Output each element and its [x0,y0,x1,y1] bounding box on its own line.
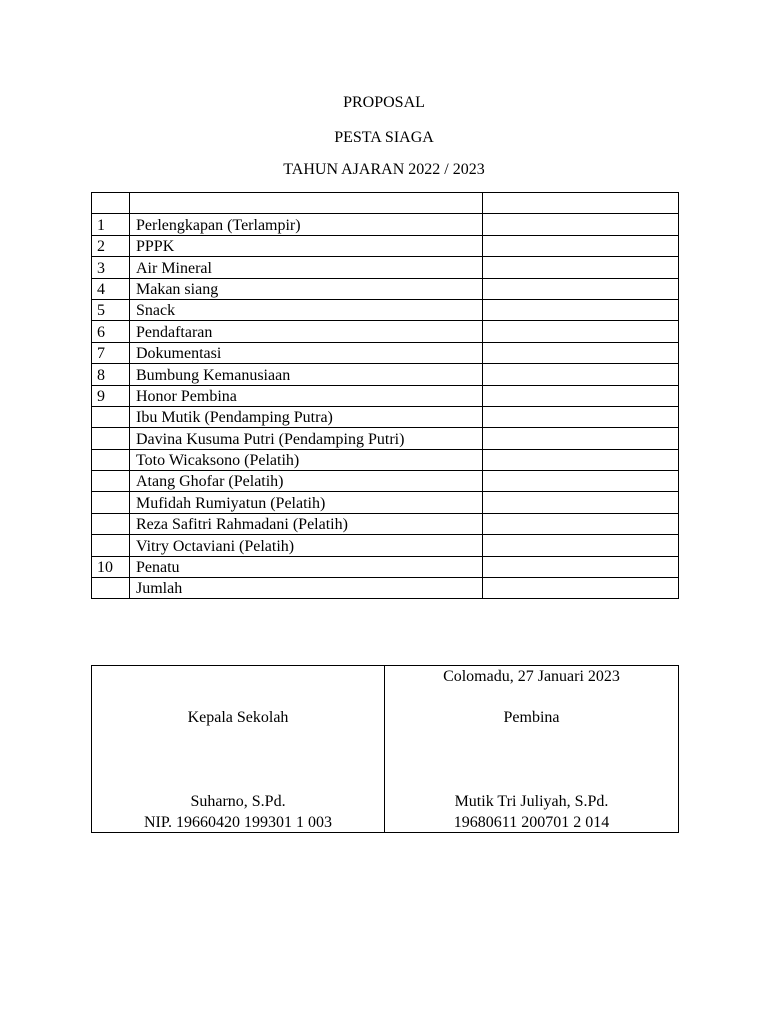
table-row [92,235,679,256]
item-cell: Snack [130,299,483,320]
table-row [92,364,679,385]
no-cell: 1 [92,214,130,235]
amount-cell [483,513,679,534]
amount-cell [483,556,679,577]
no-cell [92,492,130,513]
item-cell: Dokumentasi [130,342,483,363]
no-cell: 5 [92,299,130,320]
table-row [92,321,679,342]
table-row [92,556,679,577]
table-row [92,257,679,278]
amount-cell [483,449,679,470]
item-cell: Mufidah Rumiyatun (Pelatih) [130,492,483,513]
item-cell: Ibu Mutik (Pendamping Putra) [130,406,483,427]
table-row [92,214,679,235]
principal-name: Suharno, S.Pd. [190,793,286,810]
no-cell [92,428,130,449]
table-row [92,449,679,470]
amount-cell [483,299,679,320]
budget-header-row [92,193,679,214]
table-row [92,299,679,320]
no-cell [92,449,130,470]
budget-table [91,192,679,599]
amount-cell [483,342,679,363]
item-cell: Jumlah [130,578,483,599]
header-item-cell [130,193,483,214]
table-row [92,278,679,299]
place-date: Colomadu, 27 Januari 2023 [443,668,620,685]
item-cell: Penatu [130,556,483,577]
amount-cell [483,364,679,385]
item-cell: Atang Ghofar (Pelatih) [130,471,483,492]
header-amount-cell [483,193,679,214]
item-cell: Pendaftaran [130,321,483,342]
item-cell: Perlengkapan (Terlampir) [130,214,483,235]
table-row [92,492,679,513]
document-title: PROPOSAL [343,94,425,111]
amount-cell [483,257,679,278]
signature-table [91,665,679,833]
amount-cell [483,321,679,342]
no-cell: 6 [92,321,130,342]
table-row [92,342,679,363]
item-cell: Vitry Octaviani (Pelatih) [130,535,483,556]
no-cell [92,471,130,492]
table-row [92,406,679,427]
item-cell: Air Mineral [130,257,483,278]
no-cell [92,513,130,534]
item-cell: Toto Wicaksono (Pelatih) [130,449,483,470]
header-no-cell [92,193,130,214]
no-cell: 3 [92,257,130,278]
item-cell: Davina Kusuma Putri (Pendamping Putri) [130,428,483,449]
principal-role: Kepala Sekolah [187,709,289,726]
coach-name: Mutik Tri Juliyah, S.Pd. [454,793,609,810]
no-cell: 9 [92,385,130,406]
table-row [92,471,679,492]
no-cell [92,578,130,599]
coach-nip: 19680611 200701 2 014 [453,814,610,831]
table-row [92,513,679,534]
no-cell: 4 [92,278,130,299]
amount-cell [483,235,679,256]
table-row [92,535,679,556]
no-cell: 8 [92,364,130,385]
no-cell: 10 [92,556,130,577]
no-cell [92,535,130,556]
item-cell: Makan siang [130,278,483,299]
principal-nip: NIP. 19660420 199301 1 003 [143,814,332,831]
amount-cell [483,278,679,299]
no-cell [92,406,130,427]
item-cell: PPPK [130,235,483,256]
no-cell: 2 [92,235,130,256]
item-cell: Bumbung Kemanusiaan [130,364,483,385]
amount-cell [483,535,679,556]
no-cell: 7 [92,342,130,363]
amount-cell [483,428,679,449]
item-cell: Reza Safitri Rahmadani (Pelatih) [130,513,483,534]
document-academic-year: TAHUN AJARAN 2022 / 2023 [283,161,485,178]
document-subtitle: PESTA SIAGA [334,129,434,146]
amount-cell [483,578,679,599]
item-cell: Honor Pembina [130,385,483,406]
signature-right-cell [385,666,679,833]
amount-cell [483,471,679,492]
amount-cell [483,406,679,427]
table-row [92,385,679,406]
table-row [92,578,679,599]
amount-cell [483,492,679,513]
signature-left-cell [92,666,385,833]
coach-role: Pembina [503,709,560,726]
amount-cell [483,385,679,406]
table-row [92,428,679,449]
amount-cell [483,214,679,235]
